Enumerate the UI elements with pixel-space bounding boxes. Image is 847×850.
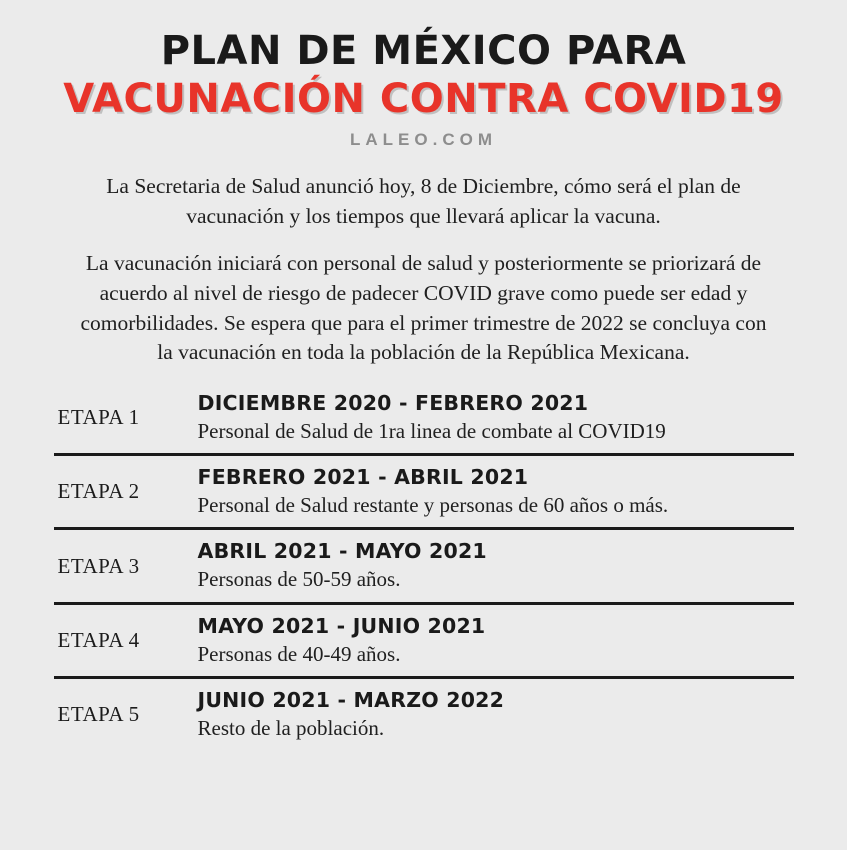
stage-period: DICIEMBRE 2020 - FEBRERO 2021 xyxy=(197,390,589,415)
stage-description: Personas de 40-49 años. xyxy=(197,641,401,666)
stage-period: JUNIO 2021 - MARZO 2022 xyxy=(197,687,505,712)
stage-body xyxy=(192,614,794,667)
stage-row xyxy=(54,453,794,527)
brand-watermark: LALEO.COM xyxy=(350,130,497,149)
page-title-line2: VACUNACIÓN CONTRA COVID19 xyxy=(63,76,784,122)
intro-paragraph-2: La vacunación iniciará con personal de salud y posteriormente se priorizará de acuerdo al nivel de riesgo de padecer COVID grave como puede ser edad y comorbilidades. Se espera que para el primer trimestre de 2022 se concluya con la vacunación en toda la población de la República Mexicana. xyxy=(80,251,767,365)
stage-row xyxy=(54,602,794,676)
stage-body xyxy=(192,539,794,592)
page-title-line1: PLAN DE MÉXICO PARA xyxy=(160,28,687,74)
stage-row xyxy=(54,382,794,453)
stage-body xyxy=(192,688,794,741)
stage-period: FEBRERO 2021 - ABRIL 2021 xyxy=(197,465,529,490)
stages-table xyxy=(54,382,794,750)
stage-label: ETAPA 4 xyxy=(57,627,140,652)
stage-description: Resto de la población. xyxy=(197,715,385,740)
stage-row xyxy=(54,676,794,750)
stage-period: ABRIL 2021 - MAYO 2021 xyxy=(197,539,487,564)
stage-body xyxy=(192,465,794,518)
intro-text xyxy=(74,172,774,368)
stage-label: ETAPA 1 xyxy=(57,405,140,430)
stage-label: ETAPA 2 xyxy=(57,479,140,504)
stage-description: Personal de Salud restante y personas de 60 años o más. xyxy=(197,493,669,518)
stage-description: Personal de Salud de 1ra linea de combate al COVID19 xyxy=(197,418,666,443)
stage-label: ETAPA 5 xyxy=(57,702,140,727)
stage-label: ETAPA 3 xyxy=(57,553,140,578)
header xyxy=(34,0,813,150)
stage-body xyxy=(192,391,794,444)
stage-description: Personas de 50-59 años. xyxy=(197,567,401,592)
stage-period: MAYO 2021 - JUNIO 2021 xyxy=(197,613,486,638)
intro-paragraph-1: La Secretaria de Salud anunció hoy, 8 de Diciembre, cómo será el plan de vacunación y los tiempos que llevará aplicar la vacuna. xyxy=(106,174,741,228)
stage-row xyxy=(54,527,794,601)
